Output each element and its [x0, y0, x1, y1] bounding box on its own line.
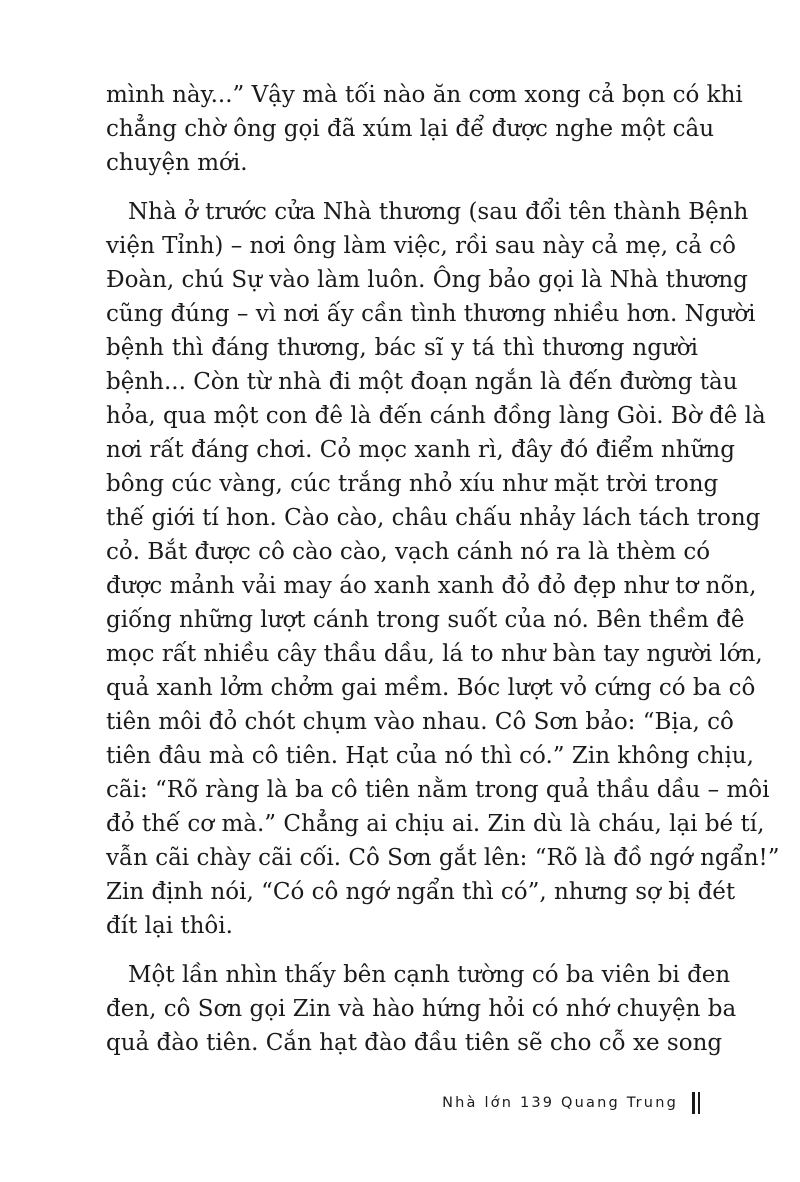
running-title: Nhà lớn 139 Quang Trung: [442, 1095, 678, 1111]
text-line: mình này...” Vậy mà tối nào ăn cơm xong cả bọn có khi: [106, 82, 743, 108]
paragraph: [106, 958, 737, 1060]
text-line: quả đào tiên. Cắn hạt đào đầu tiên sẽ cho cỗ xe song: [106, 1030, 723, 1056]
text-line: đít lại thôi.: [106, 913, 233, 939]
text-line: thế giới tí hon. Cào cào, châu chấu nhảy lách tách trong: [106, 505, 761, 531]
text-line: bệnh... Còn từ nhà đi một đoạn ngắn là đến đường tàu: [106, 369, 738, 395]
page-footer: [420, 1088, 700, 1118]
text-line: chuyện mới.: [106, 150, 248, 176]
text-line: đỏ thế cơ mà.” Chẳng ai chịu ai. Zin dù là cháu, lại bé tí,: [106, 811, 765, 837]
text-line: tiên môi đỏ chót chụm vào nhau. Cô Sơn bảo: “Bịa, cô: [106, 709, 734, 735]
text-line: vẫn cãi chày cãi cối. Cô Sơn gắt lên: “Rõ là đồ ngớ ngẩn!”: [106, 845, 780, 871]
text-line: giống những lượt cánh trong suốt của nó. Bên thềm đê: [106, 607, 745, 633]
text-line: tiên đâu mà cô tiên. Hạt của nó thì có.” Zin không chịu,: [106, 743, 754, 769]
paragraph: [106, 78, 743, 180]
text-line: cỏ. Bắt được cô cào cào, vạch cánh nó ra là thèm có: [106, 539, 711, 565]
text-line: chẳng chờ ông gọi đã xúm lại để được nghe một câu: [106, 116, 715, 142]
text-line: cũng đúng – vì nơi ấy cần tình thương nhiều hơn. Người: [106, 301, 756, 327]
text-line: quả xanh lởm chởm gai mềm. Bóc lượt vỏ cứng có ba cô: [106, 675, 756, 701]
text-line: Một lần nhìn thấy bên cạnh tường có ba viên bi đen: [128, 962, 731, 988]
text-line: Nhà ở trước cửa Nhà thương (sau đổi tên thành Bệnh: [128, 199, 749, 225]
text-line: bệnh thì đáng thương, bác sĩ y tá thì thương người: [106, 335, 698, 361]
text-line: mọc rất nhiều cây thầu dầu, lá to như bàn tay người lớn,: [106, 641, 763, 667]
marker-bar: [692, 1092, 695, 1114]
marker-bar: [698, 1092, 701, 1114]
paragraph: [106, 195, 780, 943]
text-line: Đoàn, chú Sự vào làm luôn. Ông bảo gọi là Nhà thương: [106, 267, 748, 293]
text-line: viện Tỉnh) – nơi ông làm việc, rồi sau này cả mẹ, cả cô: [106, 233, 736, 259]
text-line: được mảnh vải may áo xanh xanh đỏ đỏ đẹp như tơ nõn,: [106, 573, 757, 599]
text-line: hỏa, qua một con đê là đến cánh đồng làng Gòi. Bờ đê là: [106, 403, 766, 429]
text-line: nơi rất đáng chơi. Cỏ mọc xanh rì, đây đó điểm những: [106, 437, 735, 463]
text-line: bông cúc vàng, cúc trắng nhỏ xíu như mặt trời trong: [106, 471, 719, 497]
text-line: Zin định nói, “Có cô ngớ ngẩn thì có”, nhưng sợ bị đét: [106, 879, 736, 905]
text-line: cãi: “Rõ ràng là ba cô tiên nằm trong quả thầu dầu – môi: [106, 777, 770, 803]
double-bar-icon: [692, 1092, 700, 1114]
text-line: đen, cô Sơn gọi Zin và hào hứng hỏi có nhớ chuyện ba: [106, 996, 737, 1022]
body-text: [106, 78, 780, 1075]
